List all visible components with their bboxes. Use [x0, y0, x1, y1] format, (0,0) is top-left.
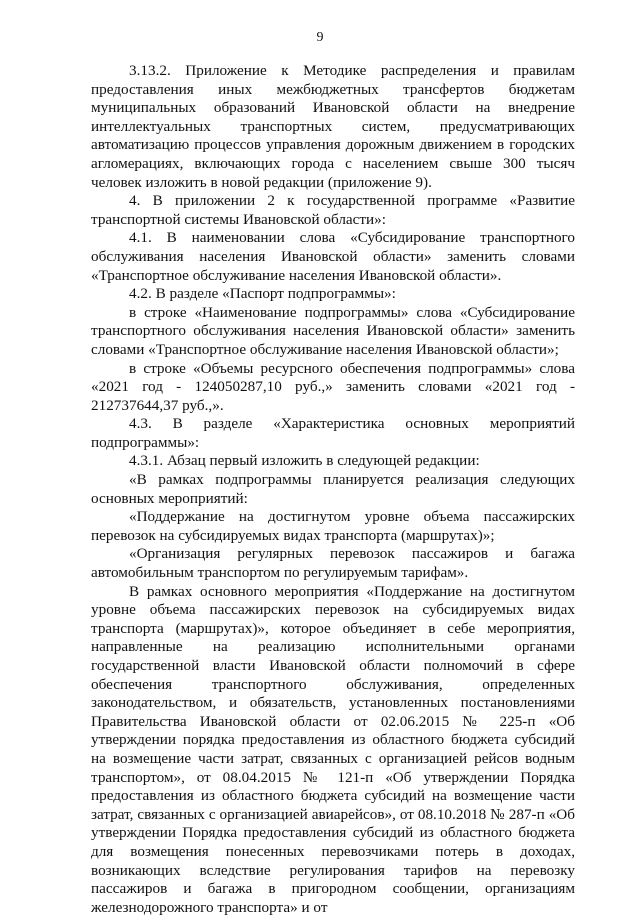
paragraph-4: 4. В приложении 2 к государственной программе «Развитие транспортной системы Ивановской области»: [91, 192, 575, 228]
document-body [91, 62, 575, 917]
paragraph-name-row: в строке «Наименование подпрограммы» слова «Субсидирование транспортного обслуживания населения Ивановской области» заменить словами «Транспортное обслуживание населения Ивановской области»; [91, 303, 575, 358]
paragraph-4-3-1: 4.3.1. Абзац первый изложить в следующей редакции: [129, 452, 480, 470]
paragraph-4-3: 4.3. В разделе «Характеристика основных мероприятий подпрограммы»: [91, 415, 575, 451]
paragraph-quote-intro: «В рамках подпрограммы планируется реализация следующих основных мероприятий: [91, 471, 575, 507]
paragraph-measure-2: «Организация регулярных перевозок пассажиров и багажа автомобильным транспортом по регулируемым тарифам». [91, 545, 575, 582]
paragraph-volume-row: в строке «Объемы ресурсного обеспечения подпрограммы» слова «2021 год - 124050287,10 руб.,» заменить словами «2021 год - 212737644,37 руб.,». [91, 359, 575, 414]
page-number: 9 [316, 30, 324, 45]
paragraph-4-1: 4.1. В наименовании слова «Субсидирование транспортного обслуживания населения Ивановской области» заменить словами «Транспортное обслуживание населения Ивановской области». [91, 229, 575, 284]
paragraph-4-2: 4.2. В разделе «Паспорт подпрограммы»: [129, 285, 396, 303]
paragraph-3-13-2: 3.13.2. Приложение к Методике распределения и правилам предоставления иных межбюджетных трансфертов бюджетам муниципальных образований Ивановской области на внедрение интеллектуальных транспортных систем, предусматривающих автоматизацию процессов управления дорожным движением в городских агломерациях, включающих города с населением свыше 300 тысяч человек изложить в новой редакции (приложение 9). [91, 62, 575, 191]
paragraph-measure-1: «Поддержание на достигнутом уровне объема пассажирских перевозок на субсидируемых видах транспорта (маршрутах)»; [91, 508, 575, 544]
paragraph-main-measure: В рамках основного мероприятия «Поддержание на достигнутом уровне объема пассажирских перевозок на субсидируемых видах транспорта (маршрутах)», которое объединяет в себе мероприятия, направленные на реализацию исполнительными органами государственной власти Ивановской области полномочий в сфере обеспечения транспортного обслуживания, определенных законодательством, и обязательств, установленных постановлениями Правительства Ивановской области от 02.06.2015 № 225-п «Об утверждении порядка предоставления из областного бюджета субсидий на возмещение части затрат, связанных с организацией рейсов водным транспортом», от 08.04.2015 № 121-п «Об утверждении Порядка предоставления из областного бюджета субсидий на возмещение части затрат, связанных с организацией авиарейсов», от 08.10.2018 № 287-п «Об утверждении Порядка предоставления субсидий из областного бюджета для возмещения понесенных перевозчиками потерь в доходах, возникающих вследствие регулирования тарифов на перевозку пассажиров и багажа в пригородном сообщении, организациям железнодорожного транспорта» и от [91, 582, 575, 916]
